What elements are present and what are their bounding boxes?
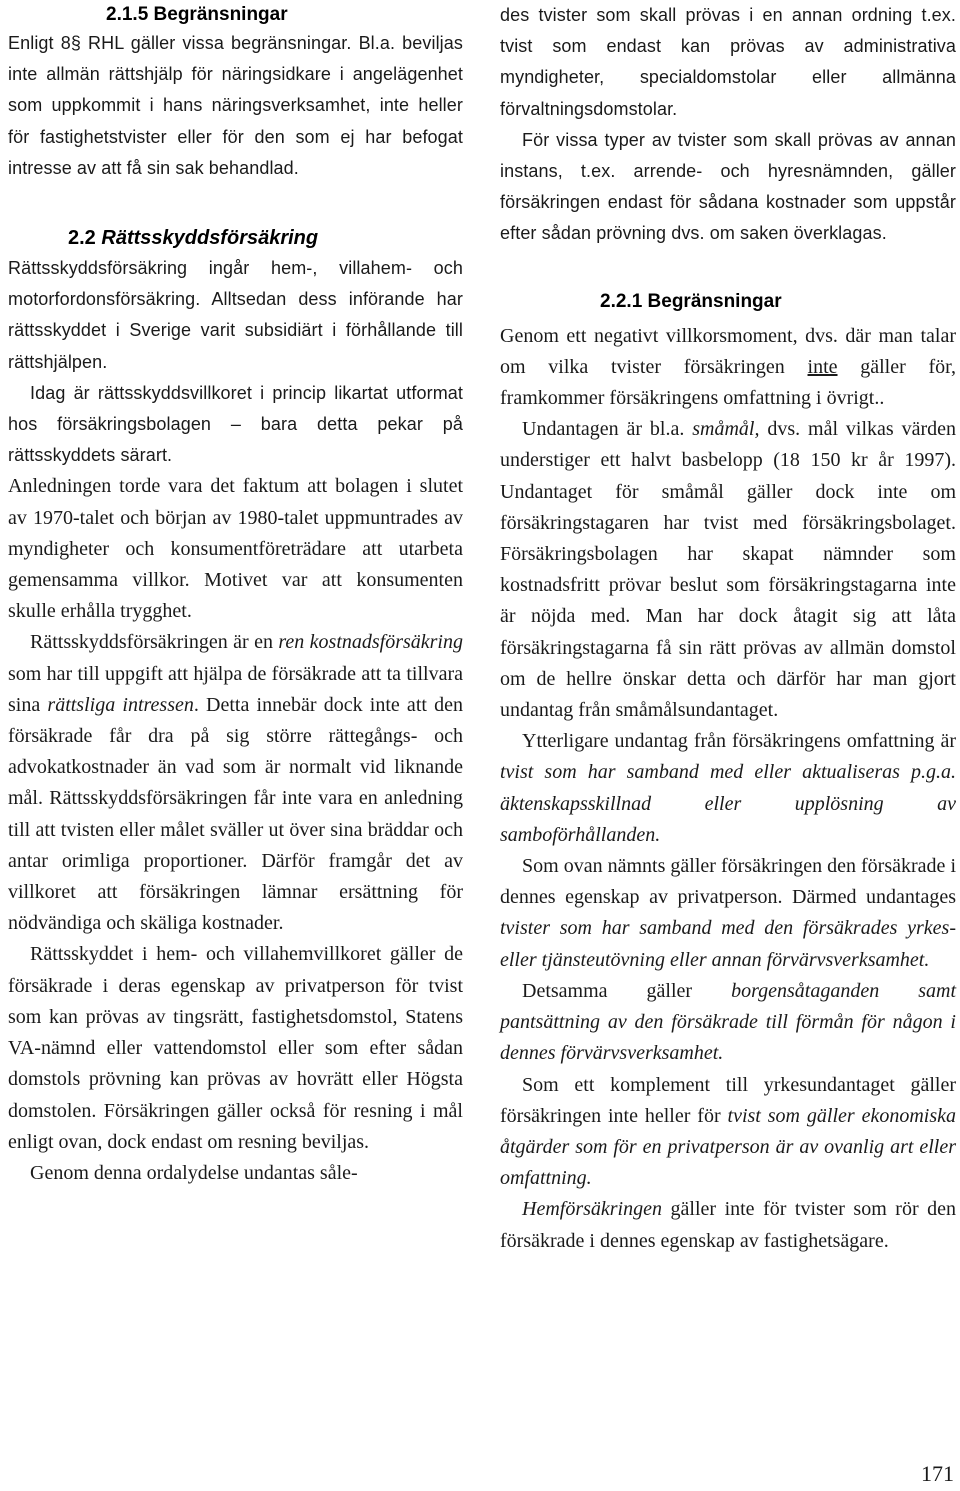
- right-column: [500, 0, 956, 1257]
- text-run: dvs. mål vilkas värden understiger ett halvt basbelopp (18 150 kr år 1997). Undantaget för småmål gäller dock inte om försäkringstagaren har tvist med försäkringsbolaget. Försäkringsbolagen har skapat nämnder som kostnadsfritt prövar beslut som försäkringstagarna inte är nöjda med. Man har dock åtagit sig att låta försäkringstagarna få sin rätt prövas av allmän domstol om de hellre önskar detta och därför har man gjort undantag från småmålsundantaget.: [500, 418, 957, 722]
- paragraph: Rättsskyddet i hem- och villahemvillkoret gäller de försäkrade i deras egenskap av privatperson för tvist som kan prövas av tingsrätt, fastighetsdomstol, Statens VA-nämnd eller vattendomstol eller som efter sådan domstols prövning kan prövas av hovrätt eller Högsta domstolen. Försäkringen gäller också för resning i mål enligt ovan, dock endast om resning beviljas.: [8, 943, 463, 1153]
- italic-run: tvister som har samband med den försäkrades yrkes- eller tjänsteutövning eller annan förvärvsverksamhet.: [500, 917, 956, 971]
- text-run: . Detta innebär dock inte att den försäkrade får dra på sig större rättegångs- och advokatkostnader än vad som är normalt vid liknande mål. Rättsskyddsförsäkringen får inte vara en anledning till att tvisten eller målet sväller ut över sina bräddar och antar orimliga proportioner. Därför framgår det av villkoret att försäkringen lämnar ersättning för nödvändiga och skäliga kostnader.: [8, 693, 463, 935]
- italic-run: tvist som gäller ekonomiska åtgärder som för en privatperson är av ovanlig art eller omfattning.: [500, 1104, 956, 1190]
- paragraph: [500, 1070, 956, 1195]
- text-run: Alltsedan dess införande har rättsskyddet i Sverige varit subsidiärt i förhållande till rättshjälpen.: [8, 289, 463, 372]
- italic-run: ren kostnadsförsäkring: [278, 631, 463, 654]
- paragraph: Enligt 8§ RHL gäller vissa begränsningar. Bl.a. beviljas inte allmän rättshjälp för näringsidkare i angelägenhet som uppkommit i hans näringsverksamhet, inte heller för fastighetstvister eller för den som ej har befogat intresse av att få sin sak behandlad.: [8, 33, 463, 178]
- italic-run: tvist som har samband med eller aktualiseras p.g.a. äktenskapsskillnad eller upplösning av samboförhållanden.: [500, 761, 956, 846]
- page-number: 171: [921, 1461, 954, 1486]
- section-heading-2-1-5: 2.1.5 Begränsningar: [106, 4, 288, 25]
- paragraph: [500, 414, 956, 726]
- left-column: [8, 0, 463, 1189]
- text-run: Som ovan nämnts gäller försäkringen den försäkrade i dennes egenskap av privatperson. Därmed undantages: [500, 855, 956, 909]
- paragraph: För vissa typer av tvister som skall prövas av annan instans, t.ex. arrende- och hyresnämnden, gäller försäkringen endast för sådana kostnader som uppstår efter sådan prövning dvs. om saken överklagas.: [500, 129, 956, 244]
- paragraph: [8, 253, 463, 378]
- text-run: Undantagen är bl.a.: [522, 418, 685, 441]
- section-heading-2-2: [8, 224, 463, 252]
- paragraph: Idag är rättsskyddsvillkoret i princip likartat utformat hos försäkringsbolagen – bara detta pekar på rättsskyddets särart.: [8, 382, 463, 466]
- text-run: gäller för, framkommer försäkringens omfattning i övrigt..: [500, 355, 957, 410]
- heading-text: Rättsskyddsförsäkring: [101, 227, 319, 250]
- heading-number: 2.2: [68, 227, 96, 250]
- text-run: Rättsskyddsförsäkringen är en: [30, 631, 273, 654]
- text-run: Genom ett negativt villkorsmoment, dvs. där man talar om vilka tvister försäkringen: [500, 324, 956, 378]
- paragraph: [500, 976, 956, 1070]
- text-run: som har till uppgift att hjälpa de försäkrade att ta tillvara sina: [8, 662, 463, 716]
- paragraph: [500, 1194, 956, 1256]
- underlined-run: inte: [807, 355, 838, 378]
- paragraph: des tvister som skall prövas i en annan ordning t.ex. tvist som endast kan prövas av administrativa myndigheter, specialdomstolar eller allmänna förvaltningsdomstolar.: [500, 5, 956, 119]
- text-run: Rättsskyddsförsäkring ingår hem-, villahem- och motorfordonsförsäkring.: [8, 258, 463, 310]
- text-run: gäller inte för tvister som rör den försäkrade i dennes egenskap av fastighetsägare.: [500, 1198, 957, 1252]
- paragraph: [500, 851, 956, 976]
- paragraph: Anledningen torde vara det faktum att bolagen i slutet av 1970-talet och början av 1980-talet uppmuntrades av myndigheter och konsumentföreträdare att utarbeta gemensamma villkor. Motivet var att konsumenten skulle erhålla trygghet.: [8, 475, 463, 623]
- text-run: Ytterligare undantag från försäkringens omfattning är: [522, 730, 956, 753]
- paragraph: [500, 726, 956, 851]
- paragraph: [8, 627, 463, 939]
- italic-run: Hemförsäkringen: [522, 1198, 662, 1221]
- text-run: Detsamma gäller: [522, 979, 693, 1002]
- paragraph: [500, 321, 956, 415]
- text-run: Som ett komplement till yrkesundantaget gäller försäkringen inte heller för: [500, 1073, 956, 1127]
- section-heading-2-2-1: 2.2.1 Begränsningar: [600, 290, 782, 312]
- italic-run: rättsliga intressen: [47, 693, 194, 716]
- italic-run: borgensåtaganden samt pantsättning av den försäkrade till förmån för någon i dennes förvärvsverksamhet.: [500, 979, 957, 1065]
- paragraph: Genom denna ordalydelse undantas såle-: [30, 1161, 358, 1184]
- italic-run: småmål,: [692, 418, 760, 441]
